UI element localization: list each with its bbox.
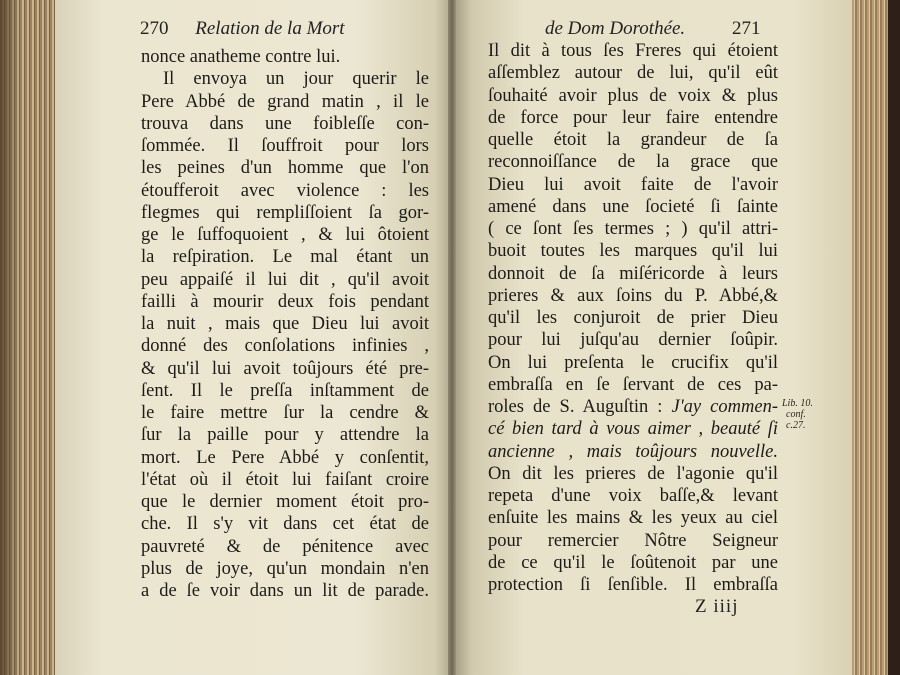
text-line: étoufferoit avec violence : les [141, 180, 429, 201]
text-line: buoit toutes les marques qu'il lui [488, 241, 778, 262]
text-line: repeta d'une voix baſſe,& levant [488, 486, 778, 506]
text-line: plus de joye, qu'un mondain n'en [141, 558, 429, 579]
running-head: Relation de la Mort [195, 18, 345, 39]
text-line [488, 396, 778, 418]
text-line: aſſemblez autour de lui, qu'il eût [488, 63, 778, 84]
text-line: amené dans une ſocieté ſi ſainte [488, 196, 778, 217]
text-line: che. Il s'y vit dans cet état de [141, 514, 429, 535]
text-line: ſent. Il le preſſa inſtamment de [141, 380, 429, 401]
page-number: 271 [731, 18, 761, 39]
page-edges-right [852, 0, 890, 675]
left-page-body [141, 46, 429, 602]
text-line: l'état où il étoit lui faiſant croire [141, 469, 429, 490]
text-line: a de ſe voir dans un lit de parade. [141, 581, 429, 601]
page-number: 270 [140, 18, 169, 39]
text-line: pour lui juſqu'au dernier ſoûpir. [488, 330, 778, 351]
text-line [488, 418, 778, 440]
text-line: ( ce ſont ſes termes ; ) qu'il attri- [488, 219, 778, 239]
text-line: On lui preſenta le crucifix qu'il [488, 352, 778, 373]
text-line: donnoit de ſa miſéricorde à leurs [488, 263, 778, 284]
text-span: roles de S. Auguſtin : [488, 397, 672, 417]
text-line: de ce qu'il le ſoûtenoit par une [488, 552, 778, 573]
text-line: protection ſi ſenſible. Il embraſſa [488, 575, 778, 595]
page-edges-left [0, 0, 58, 675]
text-line: Dieu lui avoit faite de l'avoir [488, 174, 778, 195]
italic-quote: J'ay commen- [671, 397, 778, 417]
text-line: On dit les prieres de l'agonie qu'il [488, 463, 778, 484]
text-line: flegmes qui rempliſſoient ſa gor- [141, 202, 429, 223]
text-line: Pere Abbé de grand matin , il le [141, 91, 429, 112]
text-line: failli à mourir deux fois pendant [141, 291, 429, 312]
text-line: Il envoya un jour querir le [163, 69, 429, 90]
text-line: mort. Le Pere Abbé y conſentit, [141, 447, 429, 468]
text-line: nonce anatheme contre lui. [141, 47, 341, 67]
text-line: peu appaiſé il lui dit , qu'il avoit [141, 269, 429, 290]
text-line: que le dernier moment étoit pro- [141, 492, 429, 512]
text-line: quelle étoit la grandeur de ſa [488, 130, 778, 150]
right-page-header [545, 18, 760, 40]
text-line: reconnoiſſance de la grace que [488, 152, 778, 173]
italic-quote: cé bien tard à vous aimer , beauté ſi [488, 419, 778, 440]
book-gutter [448, 0, 456, 675]
text-line: ſommée. Il ſouffroit pour lors [141, 136, 429, 156]
left-page-header [140, 18, 345, 40]
text-line: embraſſa en ſe ſervant de ces pa- [488, 374, 778, 395]
text-line: Il dit à tous ſes Freres qui étoient [488, 41, 778, 61]
background-surface [888, 0, 900, 675]
text-line: le faire mettre ſur la cendre & [141, 403, 429, 423]
margin-note-line: Lib. 10. [782, 398, 813, 409]
text-line: qu'il les conjuroit de prier Dieu [488, 308, 778, 328]
margin-note [782, 398, 813, 431]
margin-note-line: conf. [786, 409, 806, 420]
text-line: ſouhaité avoir plus de voix & plus [488, 85, 778, 106]
margin-note-line: c.27. [786, 420, 806, 431]
text-line: la nuit , mais que Dieu lui avoit [141, 314, 429, 334]
text-line: donné des conſolations infinies , [141, 336, 429, 357]
text-line: & qu'il lui avoit toûjours été pre- [141, 358, 429, 379]
text-line: pour remercier Nôtre Seigneur [488, 530, 778, 551]
text-line: enſuite les mains & les yeux au ciel [488, 508, 778, 529]
text-line: ge le ſuffoquoient , & lui ôtoient [141, 225, 429, 245]
text-line: de force pour leur faire entendre [488, 107, 778, 128]
text-line: pauvreté & de pénitence avec [141, 536, 429, 557]
text-line [488, 441, 778, 463]
right-page-body [488, 40, 778, 596]
text-line: les peines d'un homme que l'on [141, 158, 429, 179]
italic-quote: ancienne , mais toûjours nouvelle. [488, 441, 778, 462]
text-line: ſur la paille pour y attendre la [141, 425, 429, 446]
running-head: de Dom Dorothée. [545, 18, 686, 39]
text-line: prieres & aux ſoins du P. Abbé,& [488, 285, 778, 306]
signature-mark: Z iiij [695, 596, 739, 617]
text-line: trouva dans une foibleſſe con- [141, 113, 429, 134]
text-line: la reſpiration. Le mal étant un [141, 247, 429, 268]
